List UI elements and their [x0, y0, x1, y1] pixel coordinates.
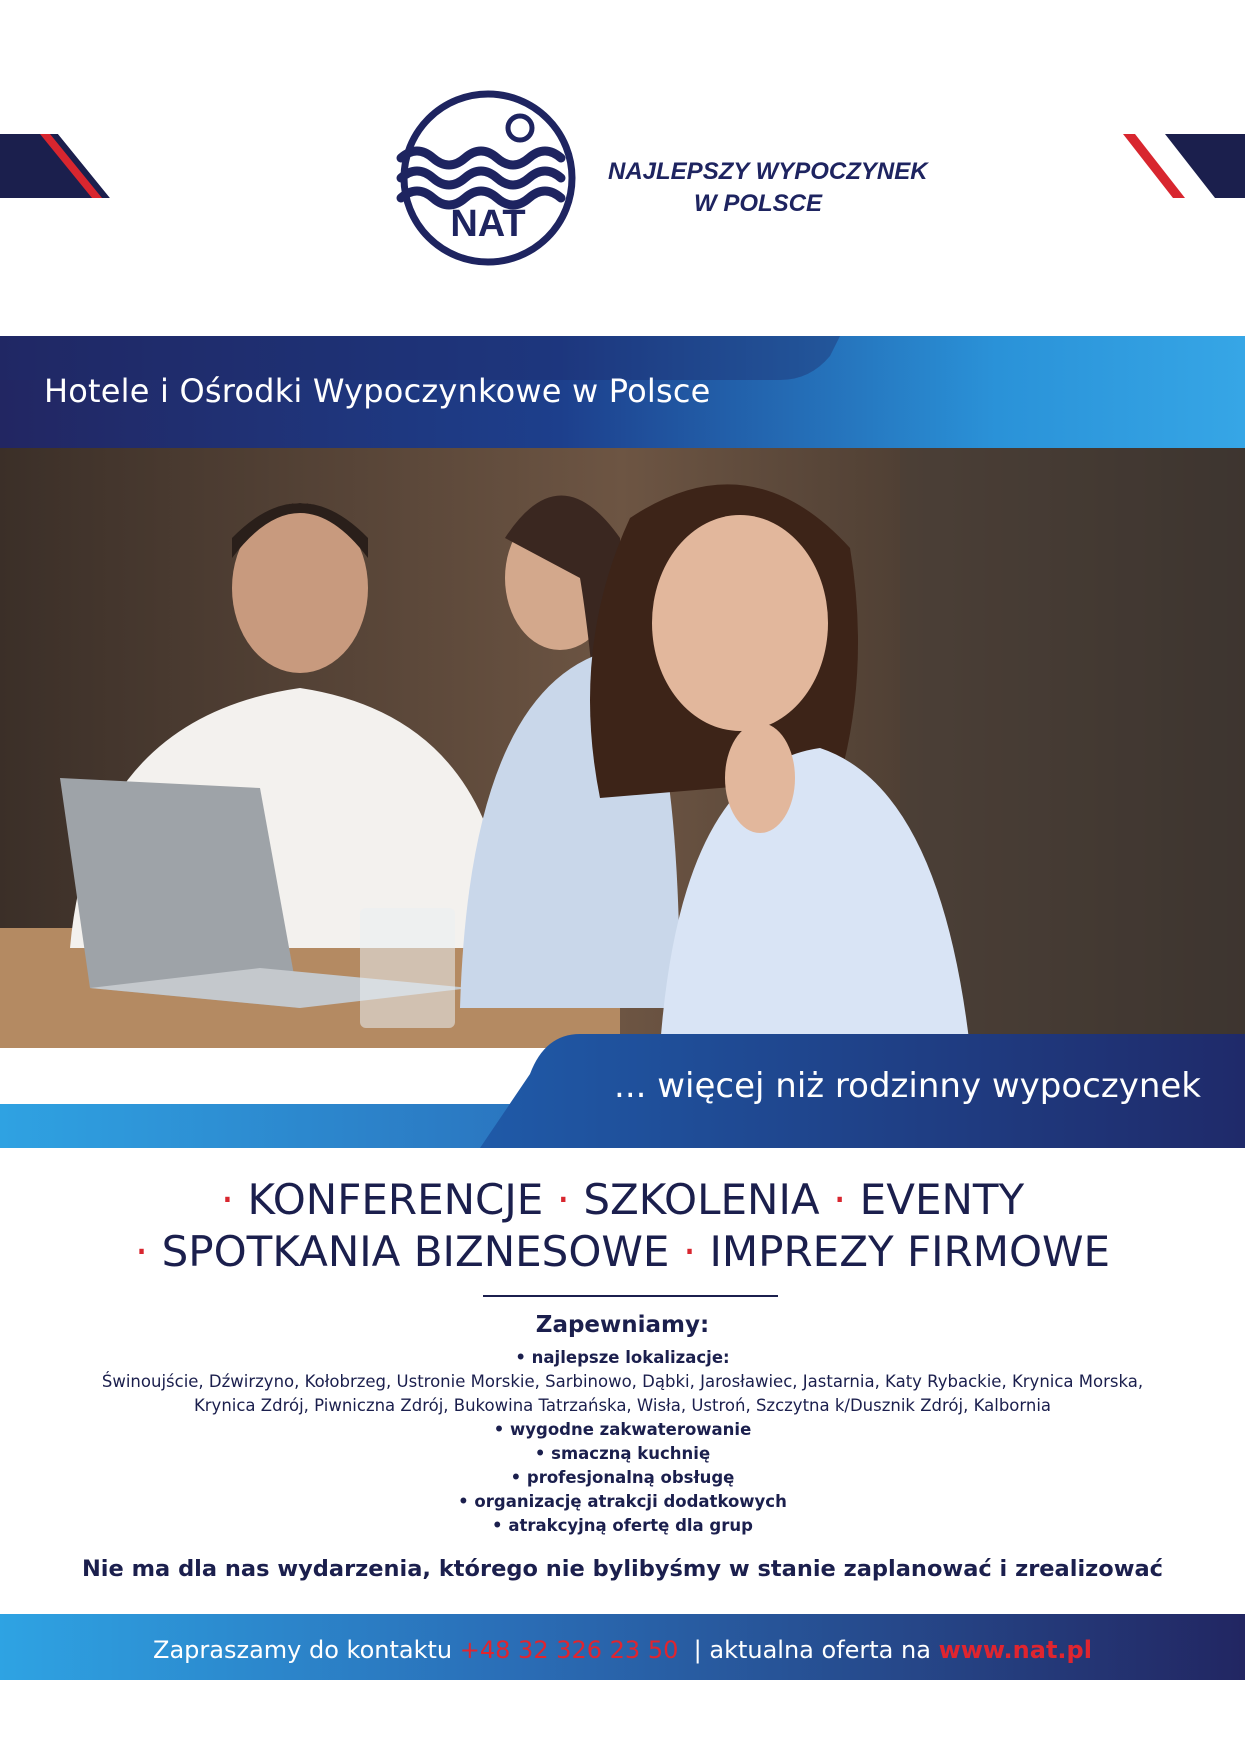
- phone-link[interactable]: +48 32 326 23 50: [459, 1636, 679, 1664]
- offer-label: | aktualna oferta na: [693, 1636, 931, 1664]
- offer-list: [0, 1346, 1245, 1538]
- divider-line: [483, 1295, 778, 1297]
- locations-line-1: Świnoujście, Dźwirzyno, Kołobrzeg, Ustronie Morskie, Sarbinowo, Dąbki, Jarosławiec, Jastarnia, Katy Rybackie, Krynica Morska,: [101, 1372, 1144, 1391]
- offer-item: • smaczną kuchnię: [534, 1444, 711, 1463]
- contact-label: Zapraszamy do kontaktu: [153, 1636, 453, 1664]
- nat-logo: [395, 88, 581, 268]
- service-item: EVENTY: [859, 1175, 1025, 1224]
- corner-stripe-decoration-left: [0, 134, 130, 198]
- hero-title: Hotele i Ośrodki Wypoczynkowe w Polsce: [44, 372, 711, 410]
- service-item: KONFERENCJE: [247, 1175, 544, 1224]
- service-item: SZKOLENIA: [583, 1175, 820, 1224]
- hero-photo: [0, 448, 1245, 1048]
- separator-dot: ·: [134, 1227, 149, 1276]
- separator-dot: ·: [682, 1227, 697, 1276]
- closing-statement: Nie ma dla nas wydarzenia, którego nie bylibyśmy w stanie zaplanować i zrealizować: [81, 1556, 1164, 1582]
- offer-title: Zapewniamy:: [535, 1312, 710, 1338]
- service-item: SPOTKANIA BIZNESOWE: [161, 1227, 670, 1276]
- corner-stripe-decoration-right: [1115, 134, 1245, 198]
- footer-contact: [0, 1636, 1245, 1664]
- tagline-line1: NAJLEPSZY WYPOCZYNEK: [608, 158, 928, 185]
- separator-dot: ·: [220, 1175, 235, 1224]
- website-link[interactable]: www.nat.pl: [938, 1636, 1092, 1664]
- locations-line-2: Krynica Zdrój, Piwniczna Zdrój, Bukowina Tatrzańska, Wisła, Ustroń, Szczytna k/Dusznik Zdrój, Kalbornia: [193, 1396, 1052, 1415]
- svg-text:NAT: NAT: [450, 203, 526, 245]
- hero-subtitle: ... więcej niż rodzinny wypoczynek: [614, 1066, 1201, 1106]
- services-list: [0, 1174, 1245, 1278]
- services-line-2: [0, 1226, 1245, 1278]
- separator-dot: ·: [832, 1175, 847, 1224]
- offer-item: • najlepsze lokalizacje:: [515, 1348, 730, 1367]
- services-line-1: [0, 1174, 1245, 1226]
- service-item: IMPREZY FIRMOWE: [709, 1227, 1111, 1276]
- offer-item: • atrakcyjną ofertę dla grup: [492, 1516, 753, 1535]
- hero-photo-illustration: [0, 448, 1245, 1048]
- tagline: [608, 156, 938, 220]
- offer-item: • wygodne zakwaterowanie: [493, 1420, 752, 1439]
- offer-item: • organizację atrakcji dodatkowych: [458, 1492, 787, 1511]
- offer-item: • profesjonalną obsługę: [510, 1468, 735, 1487]
- tagline-line2: W POLSCE: [694, 190, 823, 217]
- separator-dot: ·: [556, 1175, 571, 1224]
